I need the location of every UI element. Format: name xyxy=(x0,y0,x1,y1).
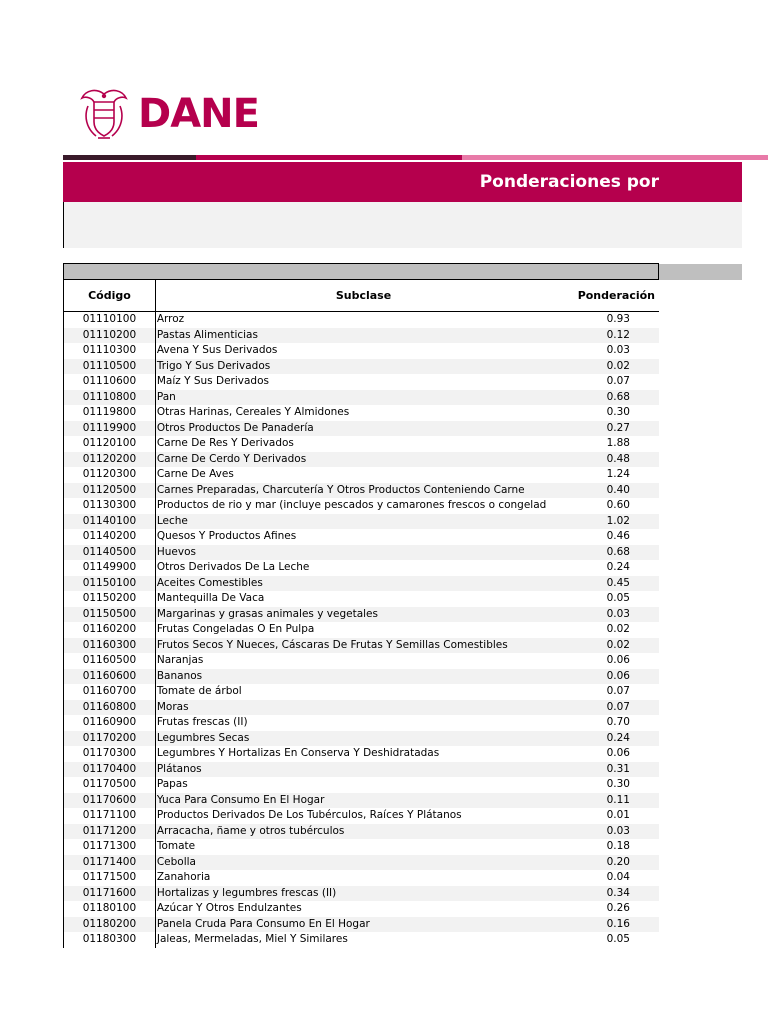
row-code: 01110300 xyxy=(64,343,156,359)
row-weight: 0.05 xyxy=(606,933,630,945)
row-code: 01149900 xyxy=(64,560,156,576)
row-subclass: Mantequilla De Vaca xyxy=(156,592,265,604)
row-weight: 0.93 xyxy=(606,313,630,325)
row-weight: 0.24 xyxy=(606,561,630,573)
row-code: 01119900 xyxy=(64,421,156,437)
row-code: 01140200 xyxy=(64,529,156,545)
row-code: 01171200 xyxy=(64,824,156,840)
table-top-bar xyxy=(63,263,659,280)
row-code: 01120500 xyxy=(64,483,156,499)
row-subclass: Frutas Congeladas O En Pulpa xyxy=(156,623,315,635)
row-subclass: Cebolla xyxy=(156,855,196,868)
row-subclass: Carne De Aves xyxy=(156,468,234,480)
dane-logo xyxy=(78,86,259,142)
row-code: 01140100 xyxy=(64,514,156,530)
row-subclass: Huevos xyxy=(156,545,196,558)
table-row xyxy=(64,405,659,421)
row-weight: 0.04 xyxy=(606,871,630,883)
row-code: 01171400 xyxy=(64,855,156,871)
row-code: 01150100 xyxy=(64,576,156,592)
row-weight: 0.27 xyxy=(606,421,630,434)
row-subclass: Frutas frescas (II) xyxy=(156,716,248,728)
row-weight: 0.60 xyxy=(606,499,630,511)
row-weight: 0.34 xyxy=(606,886,630,899)
row-code: 01150200 xyxy=(64,591,156,607)
row-code: 01160600 xyxy=(64,669,156,685)
row-weight: 0.40 xyxy=(606,483,630,496)
row-subclass: Maíz Y Sus Derivados xyxy=(156,375,269,387)
row-weight: 0.30 xyxy=(606,778,630,790)
row-code: 01170200 xyxy=(64,731,156,747)
row-subclass: Naranjas xyxy=(156,654,204,666)
row-subclass: Legumbres Y Hortalizas En Conserva Y Deshidratadas xyxy=(156,747,440,759)
row-subclass: Pastas Alimenticias xyxy=(156,328,258,341)
table-row xyxy=(64,312,659,328)
table-row xyxy=(64,467,659,483)
row-subclass: Arroz xyxy=(156,313,185,325)
row-subclass: Papas xyxy=(156,778,188,790)
row-code: 01160800 xyxy=(64,700,156,716)
row-subclass: Otras Harinas, Cereales Y Almidones xyxy=(156,406,350,418)
row-subclass: Quesos Y Productos Afines xyxy=(156,530,297,542)
row-subclass: Otros Productos De Panadería xyxy=(156,421,314,434)
row-code: 01160300 xyxy=(64,638,156,654)
row-subclass: Frutos Secos Y Nueces, Cáscaras De Frutas Y Semillas Comestibles xyxy=(156,638,508,651)
row-code: 01160200 xyxy=(64,622,156,638)
row-subclass: Legumbres Secas xyxy=(156,731,250,744)
row-weight: 0.07 xyxy=(606,685,630,697)
row-subclass: Pan xyxy=(156,390,176,403)
row-code: 01171500 xyxy=(64,870,156,886)
row-weight: 0.06 xyxy=(606,747,630,759)
row-weight: 0.26 xyxy=(606,902,630,914)
table-row xyxy=(64,498,659,514)
table-row xyxy=(64,715,659,731)
table-row xyxy=(64,839,659,855)
table-row xyxy=(64,793,659,809)
row-code: 01110200 xyxy=(64,328,156,344)
row-code: 01170500 xyxy=(64,777,156,793)
row-subclass: Avena Y Sus Derivados xyxy=(156,344,278,356)
header-code: Código xyxy=(64,280,156,311)
row-code: 01160500 xyxy=(64,653,156,669)
header-rule-dark xyxy=(63,155,196,160)
row-weight: 0.24 xyxy=(606,731,630,744)
row-weight: 0.12 xyxy=(606,328,630,341)
row-code: 01171600 xyxy=(64,886,156,902)
header-subclass: Subclase xyxy=(335,289,392,302)
table-row xyxy=(64,684,659,700)
row-weight: 0.02 xyxy=(606,359,630,372)
table-row xyxy=(64,452,659,468)
row-weight: 0.05 xyxy=(606,592,630,604)
row-subclass: Carne De Res Y Derivados xyxy=(156,437,294,449)
row-subclass: Plátanos xyxy=(156,762,202,775)
table-row xyxy=(64,731,659,747)
table-top-bar-extension xyxy=(659,264,742,280)
row-code: 01120200 xyxy=(64,452,156,468)
table-row xyxy=(64,514,659,530)
table-row xyxy=(64,483,659,499)
row-weight: 0.06 xyxy=(606,654,630,666)
table-row xyxy=(64,808,659,824)
row-subclass: Moras xyxy=(156,700,189,713)
row-code: 01171300 xyxy=(64,839,156,855)
row-subclass: Productos de rio y mar (incluye pescados y camarones frescos o congelad xyxy=(156,499,547,511)
row-subclass: Azúcar Y Otros Endulzantes xyxy=(156,902,302,914)
table-row xyxy=(64,870,659,886)
row-subclass: Arracacha, ñame y otros tubérculos xyxy=(156,824,345,837)
subtitle-panel xyxy=(63,202,742,248)
row-weight: 0.45 xyxy=(606,576,630,589)
row-weight: 0.01 xyxy=(606,809,630,821)
row-weight: 0.30 xyxy=(606,406,630,418)
row-code: 01171100 xyxy=(64,808,156,824)
table-row xyxy=(64,560,659,576)
row-subclass: Otros Derivados De La Leche xyxy=(156,561,310,573)
table-row xyxy=(64,746,659,762)
table-row xyxy=(64,638,659,654)
row-code: 01140500 xyxy=(64,545,156,561)
header-weight: Ponderación xyxy=(577,289,655,302)
row-subclass: Leche xyxy=(156,514,188,527)
row-code: 01180100 xyxy=(64,901,156,917)
row-subclass: Bananos xyxy=(156,669,203,682)
weights-table xyxy=(63,280,659,948)
row-weight: 0.46 xyxy=(606,530,630,542)
table-row xyxy=(64,529,659,545)
row-subclass: Trigo Y Sus Derivados xyxy=(156,359,271,372)
table-row xyxy=(64,607,659,623)
row-weight: 1.02 xyxy=(606,514,630,527)
table-row xyxy=(64,901,659,917)
row-subclass: Panela Cruda Para Consumo En El Hogar xyxy=(156,917,370,930)
row-subclass: Carne De Cerdo Y Derivados xyxy=(156,452,307,465)
row-subclass: Tomate de árbol xyxy=(156,685,242,697)
table-row xyxy=(64,855,659,871)
row-weight: 0.06 xyxy=(606,669,630,682)
row-weight: 0.16 xyxy=(606,917,630,930)
row-weight: 0.07 xyxy=(606,700,630,713)
row-code: 01130300 xyxy=(64,498,156,514)
table-row xyxy=(64,576,659,592)
row-weight: 0.02 xyxy=(606,638,630,651)
table-row xyxy=(64,374,659,390)
table-row xyxy=(64,700,659,716)
title-banner xyxy=(63,162,742,202)
table-row xyxy=(64,777,659,793)
row-code: 01180300 xyxy=(64,932,156,948)
row-subclass: Aceites Comestibles xyxy=(156,576,263,589)
row-code: 01110800 xyxy=(64,390,156,406)
row-subclass: Hortalizas y legumbres frescas (II) xyxy=(156,886,337,899)
table-row xyxy=(64,421,659,437)
table-row xyxy=(64,917,659,933)
table-row xyxy=(64,328,659,344)
brand-wordmark: DANE xyxy=(138,91,259,137)
table-row xyxy=(64,886,659,902)
row-code: 01170300 xyxy=(64,746,156,762)
row-weight: 0.68 xyxy=(606,390,630,403)
row-weight: 0.07 xyxy=(606,375,630,387)
row-subclass: Zanahoria xyxy=(156,871,211,883)
table-row xyxy=(64,824,659,840)
row-code: 01120300 xyxy=(64,467,156,483)
table-row xyxy=(64,622,659,638)
row-code: 01160700 xyxy=(64,684,156,700)
row-code: 01180200 xyxy=(64,917,156,933)
row-code: 01119800 xyxy=(64,405,156,421)
table-row xyxy=(64,591,659,607)
row-weight: 0.03 xyxy=(606,824,630,837)
row-weight: 0.20 xyxy=(606,855,630,868)
header-rule-mid xyxy=(196,155,462,160)
row-weight: 1.24 xyxy=(606,468,630,480)
row-weight: 0.70 xyxy=(606,716,630,728)
row-subclass: Yuca Para Consumo En El Hogar xyxy=(156,793,325,806)
page-title: Ponderaciones por xyxy=(479,172,659,192)
table-body xyxy=(63,311,659,948)
row-code: 01120100 xyxy=(64,436,156,452)
table-row xyxy=(64,762,659,778)
row-code: 01110500 xyxy=(64,359,156,375)
row-code: 01170400 xyxy=(64,762,156,778)
row-subclass: Carnes Preparadas, Charcutería Y Otros Productos Conteniendo Carne xyxy=(156,483,525,496)
row-code: 01110100 xyxy=(64,312,156,328)
table-row xyxy=(64,545,659,561)
row-subclass: Productos Derivados De Los Tubérculos, Raíces Y Plátanos xyxy=(156,809,462,821)
table-header xyxy=(63,280,659,311)
table-row xyxy=(64,653,659,669)
table-row xyxy=(64,343,659,359)
row-weight: 0.02 xyxy=(606,623,630,635)
table-row xyxy=(64,359,659,375)
header-rule-light xyxy=(462,155,768,160)
table-row xyxy=(64,390,659,406)
row-weight: 0.03 xyxy=(606,344,630,356)
table-row xyxy=(64,932,659,948)
row-weight: 0.31 xyxy=(606,762,630,775)
row-code: 01170600 xyxy=(64,793,156,809)
row-subclass: Jaleas, Mermeladas, Miel Y Similares xyxy=(156,933,348,945)
row-weight: 0.68 xyxy=(606,545,630,558)
row-subclass: Tomate xyxy=(156,840,196,852)
row-weight: 0.48 xyxy=(606,452,630,465)
coat-of-arms-icon xyxy=(78,86,130,142)
row-weight: 0.18 xyxy=(606,840,630,852)
table-row xyxy=(64,436,659,452)
row-code: 01150500 xyxy=(64,607,156,623)
row-code: 01110600 xyxy=(64,374,156,390)
row-weight: 1.88 xyxy=(606,437,630,449)
row-weight: 0.03 xyxy=(606,607,630,620)
row-weight: 0.11 xyxy=(606,793,630,806)
row-subclass: Margarinas y grasas animales y vegetales xyxy=(156,607,378,620)
row-code: 01160900 xyxy=(64,715,156,731)
table-row xyxy=(64,669,659,685)
